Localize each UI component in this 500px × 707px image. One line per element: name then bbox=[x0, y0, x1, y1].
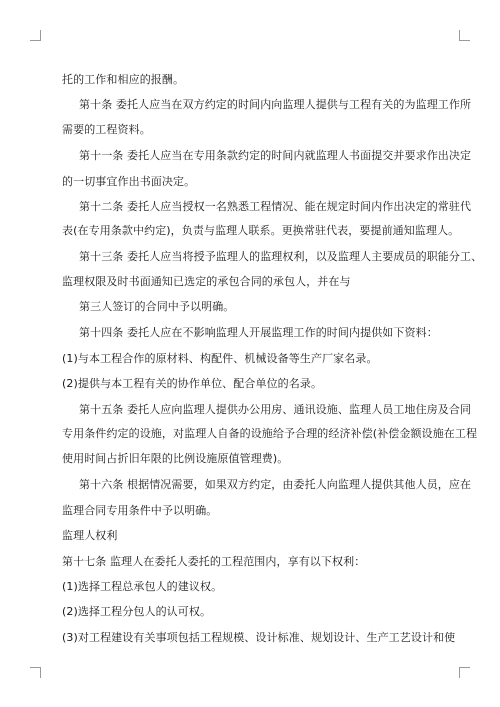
text-line: 需要的工程资料。 bbox=[62, 123, 151, 136]
text-line: 表(在专用条款中约定)，负责与监理人联系。更换常驻代表，要提前通知监理人。 bbox=[62, 224, 460, 237]
text-line: 第三人签订的合同中予以明确。 bbox=[79, 300, 235, 313]
text-line: 监理合同专用条件中予以明确。 bbox=[62, 504, 218, 517]
crop-mark-bottom-left bbox=[30, 667, 41, 678]
clause-11: 第十一条 委托人应当在专用条款约定的时间内就监理人书面提交并要求作出决定 bbox=[79, 149, 472, 162]
list-item: (1)选择工程总承包人的建议权。 bbox=[62, 580, 223, 593]
list-item: (1)与本工程合作的原材料、构配件、机械设备等生产厂家名录。 bbox=[62, 352, 378, 365]
text-line: 监理权限及时书面通知已选定的承包合同的承包人，并在与 bbox=[62, 275, 351, 288]
crop-mark-bottom-right bbox=[459, 667, 470, 678]
list-item: (3)对工程建设有关事项包括工程规模、设计标准、规划设计、生产工艺设计和使 bbox=[62, 631, 456, 644]
list-item: (2)选择工程分包人的认可权。 bbox=[62, 605, 212, 618]
clause-14: 第十四条 委托人应在不影响监理人开展监理工作的时间内提供如下资料： bbox=[79, 326, 438, 339]
text-line: 专用条件约定的设施，对监理人自备的设施给予合理的经济补偿(补偿金额设施在工程 bbox=[62, 427, 478, 440]
text-line: 使用时间占折旧年限的比例设施原值管理费)。 bbox=[62, 452, 289, 465]
clause-13: 第十三条 委托人应当将授予监理人的监理权利，以及监理人主要成员的职能分工、 bbox=[79, 250, 483, 263]
text-line: 托的工作和相应的报酬。 bbox=[62, 73, 185, 86]
clause-17: 第十七条 监理人在委托人委托的工程范围内，享有以下权利： bbox=[62, 555, 366, 568]
crop-mark-top-left bbox=[30, 30, 41, 41]
crop-mark-top-right bbox=[459, 30, 470, 41]
list-item: (2)提供与本工程有关的协作单位、配合单位的名录。 bbox=[62, 377, 323, 390]
clause-12: 第十二条 委托人应当授权一名熟悉工程情况、能在规定时间内作出决定的常驻代 bbox=[79, 200, 472, 213]
clause-10: 第十条 委托人应当在双方约定的时间内向监理人提供与工程有关的为监理工作所 bbox=[79, 98, 472, 111]
section-heading: 监理人权利 bbox=[62, 529, 118, 542]
clause-16: 第十六条 根据情况需要，如果双方约定，由委托人向监理人提供其他人员，应在 bbox=[79, 478, 472, 491]
clause-15: 第十五条 委托人应向监理人提供办公用房、通讯设施、监理人员工地住房及合同 bbox=[79, 403, 472, 416]
text-line: 的一切事宜作出书面决定。 bbox=[62, 175, 196, 188]
